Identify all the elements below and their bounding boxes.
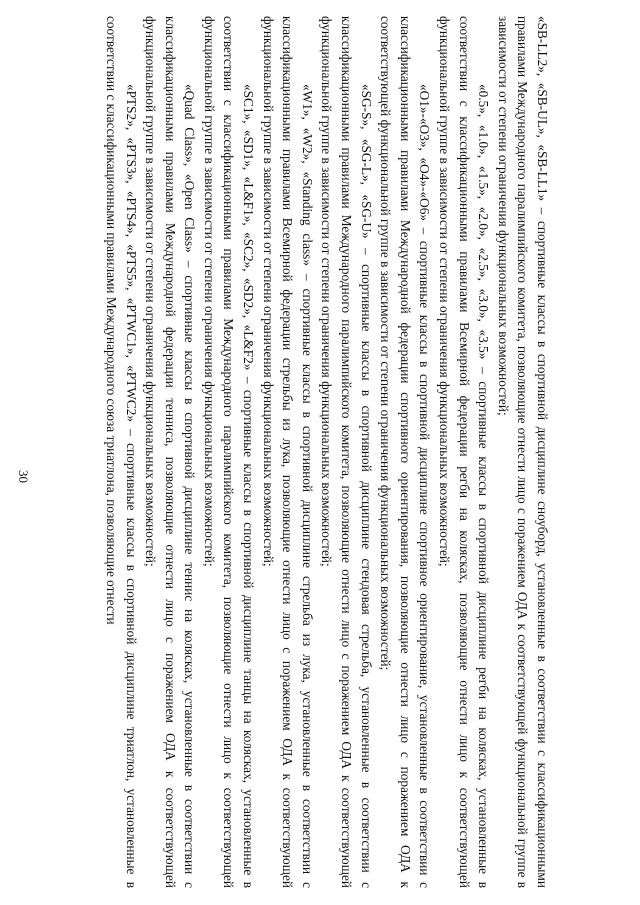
paragraph-archery: «W1», «W2», «Standing class» – спортивные классы в спортивной дисциплине стрельба из лука, установленные в соответствии с классификационными правилами Всемирной федерации стрельбы из лука, позволяющие отнести лицо с поражением ОДА к соответствующей функциональной группе в зависимости от степени ограничения функциональных возможностей; — [260, 16, 315, 888]
paragraph-wheelchair-tennis: «Quad Class», «Open Class» – спортивные классы в спортивной дисциплине теннис на колясках, установленные в соответствии с классификационными правилами Международной федерации тенниса, позволяющие отнести лицо с поражением ОДА к соответствующей функциональной группе в зависимости от степени ограничения функциональных возможностей; — [143, 16, 198, 888]
paragraph-wheelchair-rugby: «0.5», «1.0», «1.5», «2.0», «2.5», «3.0», «3.5» – спортивные классы в спортивной дисциплине регби на колясках, установленные в соответствии с классификационными правилами Всемирной федерации регби на колясках, позволяющие отнести лицо к соответствующей функциональной группе в зависимости от степени ограничения функциональных возможностей; — [437, 16, 492, 888]
document-body — [72, 12, 552, 892]
paragraph-triathlon: «PTS2», «PTS3», «PTS4», «PTS5», «PTWC1», «PTWC2» – спортивные классы в спортивной дисциплине триатлон, установленные в соответствии с классификационными правилами Международного союза триатлона, позволяющие отнести — [103, 16, 139, 888]
paragraph-wheelchair-dance: «SC1», «SD1», «L&F1», «SC2», «SD2», «L&F2» – спортивные классы в спортивной дисциплине танцы на колясках, установленные в соответствии с классификационными правилами Международного паралимпийского комитета, позволяющие отнести лицо к соответствующей функциональной группе в зависимости от степени ограничения функциональных возможностей; — [201, 16, 257, 888]
page-number: 30 — [16, 470, 31, 483]
paragraph-shooting: «SG-S», «SG-L», «SG-U» – спортивные классы в спортивной дисциплине стендовая стрельба, установленные в соответствии с классификационными правилами Международного паралимпийского комитета, позволяющие отнести лицо с поражением ОДА к соответствующей функциональной группе в зависимости от степени ограничения функциональных возможностей; — [319, 16, 374, 888]
paragraph-snowboard: «SB-LL2», «SB-UL», «SB-LL1» – спортивные классы в спортивной дисциплине сноуборд, установленные в соответствии с классификационными правилами Международного паралимпийского комитета, позволяющие отнести лицо с поражением ОДА к соответствующей функциональной группе в зависимости от степени ограничения функциональных возможностей; — [495, 16, 550, 888]
paragraph-orienteering: «O1»-«O3», «O4»-«O6» – спортивные классы в спортивной дисциплине спортивное ориентирование, установленные в соответствии с классификационными правилами Международной федерации спортивного ориентирования, позволяющие отнести лицо с поражением ОДА к соответствующей функциональной группе в зависимости от степени ограничения функциональных возможностей; — [378, 16, 433, 888]
